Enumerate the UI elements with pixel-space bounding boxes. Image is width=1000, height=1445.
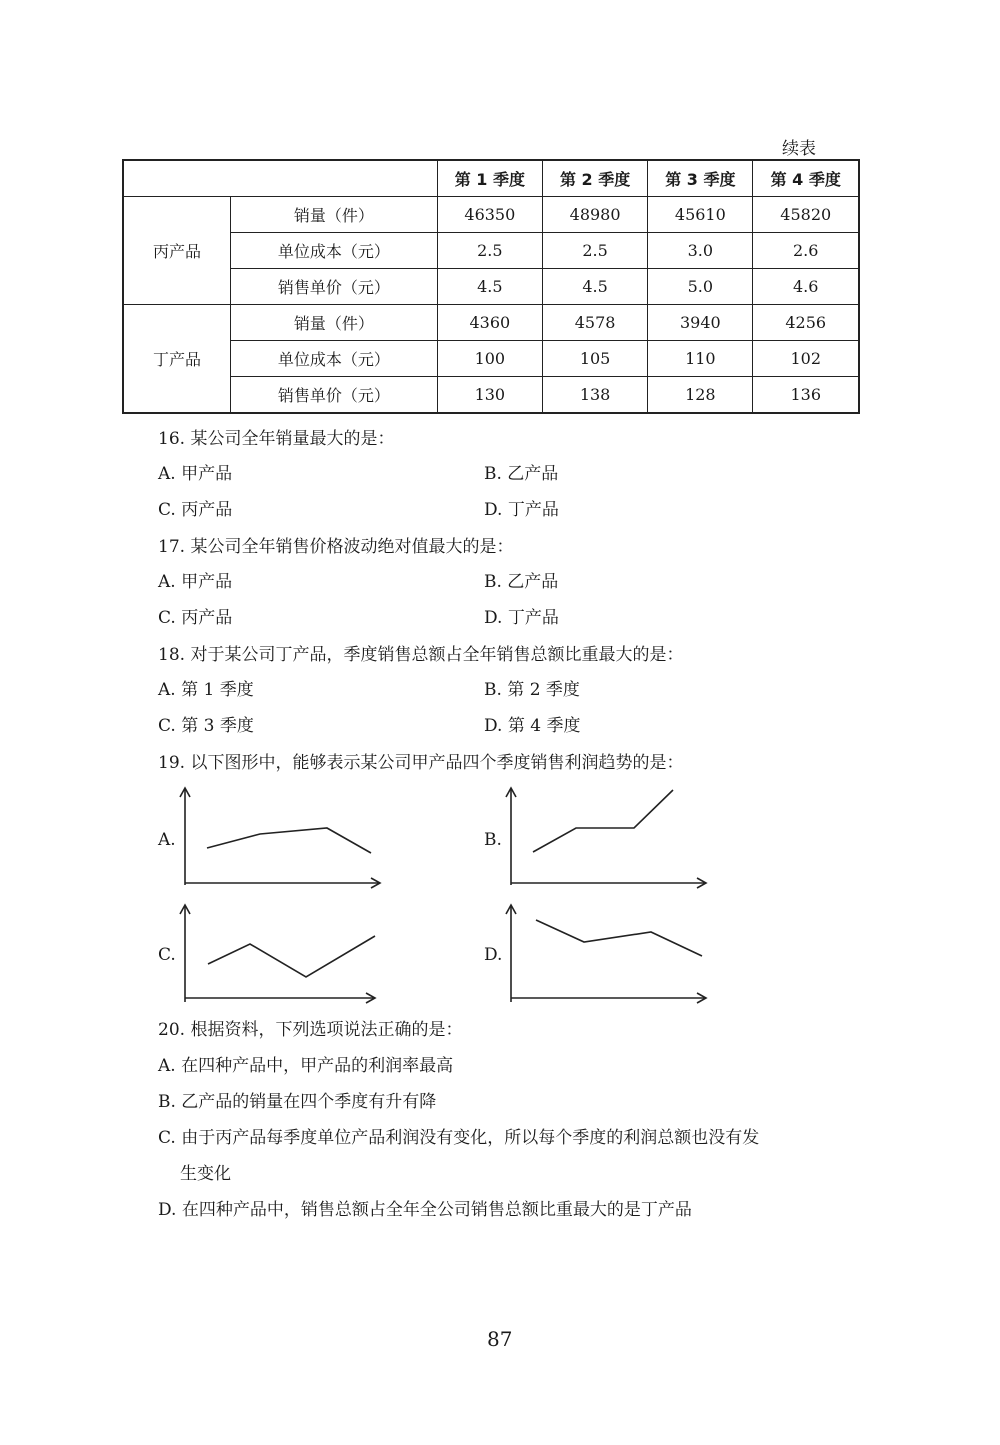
metric-cell: 销量（件） (231, 197, 438, 233)
metric-cell: 销售单价（元） (231, 377, 438, 414)
metric-cell: 单位成本（元） (231, 341, 438, 377)
product-name-cell: 丁产品 (123, 305, 231, 414)
q18-option-b: B. 第 2 季度 (484, 680, 580, 700)
value-cell: 48980 (542, 197, 647, 233)
trend-line (207, 828, 371, 853)
q20-option-c-continuation: 生变化 (180, 1164, 231, 1184)
table-row (123, 197, 859, 233)
value-cell: 4578 (542, 305, 647, 341)
question-18-stem: 18. 对于某公司丁产品，季度销售总额占全年销售总额比重最大的是： (158, 645, 684, 665)
value-cell: 136 (753, 377, 859, 414)
q20-option-d: D. 在四种产品中，销售总额占全年全公司销售总额比重最大的是丁产品 (158, 1200, 692, 1220)
q19-option-b-label: B. (484, 830, 502, 850)
header-q2: 第 2 季度 (542, 160, 647, 197)
value-cell: 46350 (437, 197, 542, 233)
trend-line (533, 790, 673, 852)
value-cell: 3940 (648, 305, 753, 341)
question-17-stem: 17. 某公司全年销售价格波动绝对值最大的是： (158, 537, 514, 557)
continued-table-label: 续表 (782, 139, 816, 159)
q17-option-d: D. 丁产品 (484, 608, 559, 628)
table-header-row (123, 160, 859, 197)
q17-option-a: A. 甲产品 (158, 572, 233, 592)
q16-option-c: C. 丙产品 (158, 500, 233, 520)
value-cell: 130 (437, 377, 542, 414)
q18-option-d: D. 第 4 季度 (484, 716, 581, 736)
value-cell: 45610 (648, 197, 753, 233)
value-cell: 102 (753, 341, 859, 377)
value-cell: 2.5 (437, 233, 542, 269)
value-cell: 105 (542, 341, 647, 377)
q20-option-c: C. 由于丙产品每季度单位产品利润没有变化，所以每个季度的利润总额也没有发 (158, 1128, 760, 1148)
value-cell: 4360 (437, 305, 542, 341)
table-row (123, 269, 859, 305)
q19-option-a-chart (175, 785, 390, 895)
header-q1: 第 1 季度 (437, 160, 542, 197)
q20-option-a: A. 在四种产品中，甲产品的利润率最高 (158, 1056, 454, 1076)
q20-option-b: B. 乙产品的销量在四个季度有升有降 (158, 1092, 437, 1112)
q18-option-c: C. 第 3 季度 (158, 716, 254, 736)
q19-option-a-label: A. (158, 830, 176, 850)
q19-option-c-chart (175, 902, 390, 1012)
trend-line (536, 920, 702, 956)
q19-option-c-label: C. (158, 945, 176, 965)
value-cell: 3.0 (648, 233, 753, 269)
header-q3: 第 3 季度 (648, 160, 753, 197)
value-cell: 4.5 (437, 269, 542, 305)
q19-option-d-label: D. (484, 945, 503, 965)
question-19-stem: 19. 以下图形中，能够表示某公司甲产品四个季度销售利润趋势的是： (158, 753, 684, 773)
value-cell: 2.6 (753, 233, 859, 269)
value-cell: 45820 (753, 197, 859, 233)
page-number: 87 (487, 1327, 513, 1351)
q16-option-b: B. 乙产品 (484, 464, 559, 484)
metric-cell: 销售单价（元） (231, 269, 438, 305)
metric-cell: 单位成本（元） (231, 233, 438, 269)
question-16-stem: 16. 某公司全年销量最大的是： (158, 429, 395, 449)
question-20-stem: 20. 根据资料，下列选项说法正确的是： (158, 1020, 463, 1040)
value-cell: 4.5 (542, 269, 647, 305)
q17-option-c: C. 丙产品 (158, 608, 233, 628)
q16-option-a: A. 甲产品 (158, 464, 233, 484)
trend-line (208, 936, 375, 977)
q18-option-a: A. 第 1 季度 (158, 680, 254, 700)
value-cell: 5.0 (648, 269, 753, 305)
value-cell: 2.5 (542, 233, 647, 269)
q19-option-b-chart (501, 785, 716, 895)
header-corner-cell (123, 160, 437, 197)
q17-option-b: B. 乙产品 (484, 572, 559, 592)
table-row (123, 341, 859, 377)
value-cell: 100 (437, 341, 542, 377)
value-cell: 128 (648, 377, 753, 414)
value-cell: 110 (648, 341, 753, 377)
product-name-cell: 丙产品 (123, 197, 231, 305)
value-cell: 4.6 (753, 269, 859, 305)
q16-option-d: D. 丁产品 (484, 500, 559, 520)
value-cell: 138 (542, 377, 647, 414)
q19-option-d-chart (501, 902, 716, 1012)
table-row (123, 377, 859, 414)
table-row (123, 305, 859, 341)
metric-cell: 销量（件） (231, 305, 438, 341)
value-cell: 4256 (753, 305, 859, 341)
header-q4: 第 4 季度 (753, 160, 859, 197)
table-row (123, 233, 859, 269)
sales-data-table (122, 159, 860, 414)
